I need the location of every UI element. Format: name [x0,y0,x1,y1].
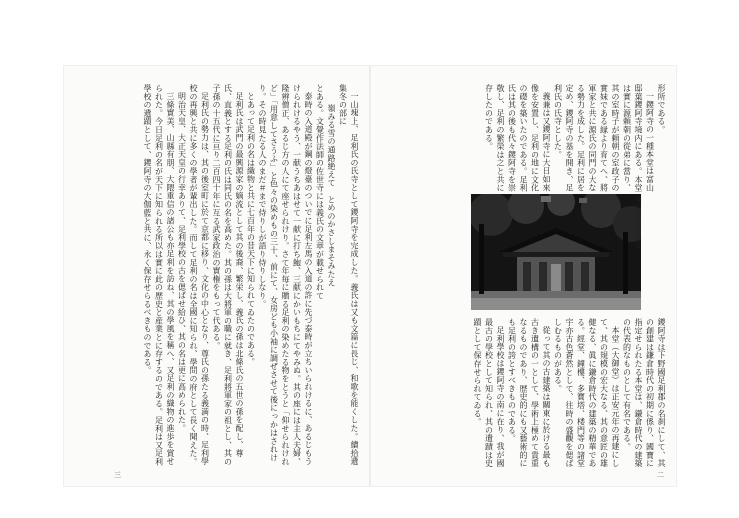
paragraph: 鑁阿寺は下野國足利郡の名刹にして、其の創建は鎌倉時代の初期に係り、國寶に指定せられたる本堂は、鎌倉時代の建築の代表的なものとして有名である。 [622,318,666,468]
temple-photograph [471,194,641,310]
paragraph: 從って其の古建築は關東に於ける最も古き遺構の一として、學術上極めて貴重なるものであり、歴史的にも又藝術的にも足利の誇とすべきものである。 [507,318,551,468]
poem-line: 嶺みる雪の通路絶えて とめのかさしまそみたえ [327,104,336,287]
paragraph: 形所である。 [657,84,666,134]
right-page [371,66,676,486]
left-page [64,66,369,486]
book-spread [64,66,676,486]
paragraph: 足利學校は鑁阿寺の南に在り、我が國最古の學校として知られ、其の遺蹟は史蹟として保存せられてゐる。 [473,318,505,468]
paragraph: 義兼は又鑁阿寺に大日如來像を安置し、足利の地に文化の礎を築いたのである。足利氏は其の後も代々鑁阿寺を崇敬し、足利の繁榮は之と共に存したのである。 [484,84,551,192]
paragraph: とある。文覺作法師の佐世寺には義氏の文章が載せられて [315,84,325,300]
paragraph: 足利氏の勢力は、其の後室町に於て京都に移り、文化の中心となり、尊氏の孫たる義満の時、足利學校の再興と共に多くの學者が輩出した。而して足利の名は全國に知られ、學問の府として長く聞えた。 [189,84,210,466]
page-number-right: 二 [657,471,664,479]
photo-caption: 寺阿鑁河國野下 [634,196,642,252]
paragraph: 本堂（大御堂）は正安元年の再建にして、其の規模の宏大なる、其の意匠の雄健なる、眞に鎌倉時代の建築の精華である。經堂、鐘樓、多寶塔、楼門等の諸堂宇亦古色蒼然として、往時の盛觀を偲ばしむるものがある。 [553,318,620,468]
left-page-text [78,84,360,466]
paragraph: 一山塊上、足利氏の氏寺として鑁阿寺を完成した。義氏は又も文篇に長じ、和歌を能くした。續拾遺集冬の部に [338,84,359,466]
right-page-text-top [377,84,667,194]
temple-photo-image [471,194,641,310]
page-number-left: 三 [114,471,121,479]
paragraph: とあって足利の名は織物と共に七百年の昔天下に知られてゐたのである。 [246,92,256,366]
right-page-text-bottom [377,318,667,468]
paragraph: 一鑁阿寺の一種本堂は富山邸葉鑁阿寺境内にある。本堂は實に源頼朝の從弟に當り、其の室時子が頼朝の室政子の實妹である縁より育てへ、將軍家と共に源氏の同門の大なる勢力を成した。足利に居を定め、鑁阿寺の基を開き、足利氏の氏寺とした。 [553,84,655,192]
paragraph: 泰時の入道殿が鋼の燈臺のついでに足利左馬の入道の許に先づ泰時が立ちいられけるに、あるじもうけられけるやう、一献うちあはせて一献に打ち鮑、三献にかいもちにてやみぬ。其の座には主人夫婦、隆辨僧正、あるじ方の人にて座せられけり。さて年毎に贈る足利の染めたる物をとうと「仰せられけれど」「用意してさうふ」と色々の染めもの三十、前にて、女房ども小袖に調ぜさせて後にっかはされけり。その時見たる人のまだ＃まで侍りしが語り侍りしなり。 [258,84,313,466]
paragraph: 明治天皇、大正天皇の行幸ありて、足利學校の古を偲ばせ給ひ、其の名は更に高められた。 [177,92,187,433]
paragraph: 三條實美、山縣有朋、大隈重信の諸公も亦足利を訪ね、其の學風を稱へ、又足利の織物の進歩を賞せられた。今日足利の名が天下に知られる所以は實に此の歴史と産業とに存するのである。足利は又足利學校の遺蹟として、鑁阿寺の大伽藍と共に、永く保存せらるべきものである。 [143,84,175,466]
paragraph: 足利氏は武門の最興源家の嫡流として其の後裔、繁栄し、義氏の孫は北條氏の五世の孫を配し、尊氏、直義とする足利の氏は同氏の名を高めた。其の孫は大將軍の職に就き、足利將軍家の祖とし、其の子孫の十五代に亘り二百四十年に互る武家政治の實権をもって代ある。 [212,84,244,466]
